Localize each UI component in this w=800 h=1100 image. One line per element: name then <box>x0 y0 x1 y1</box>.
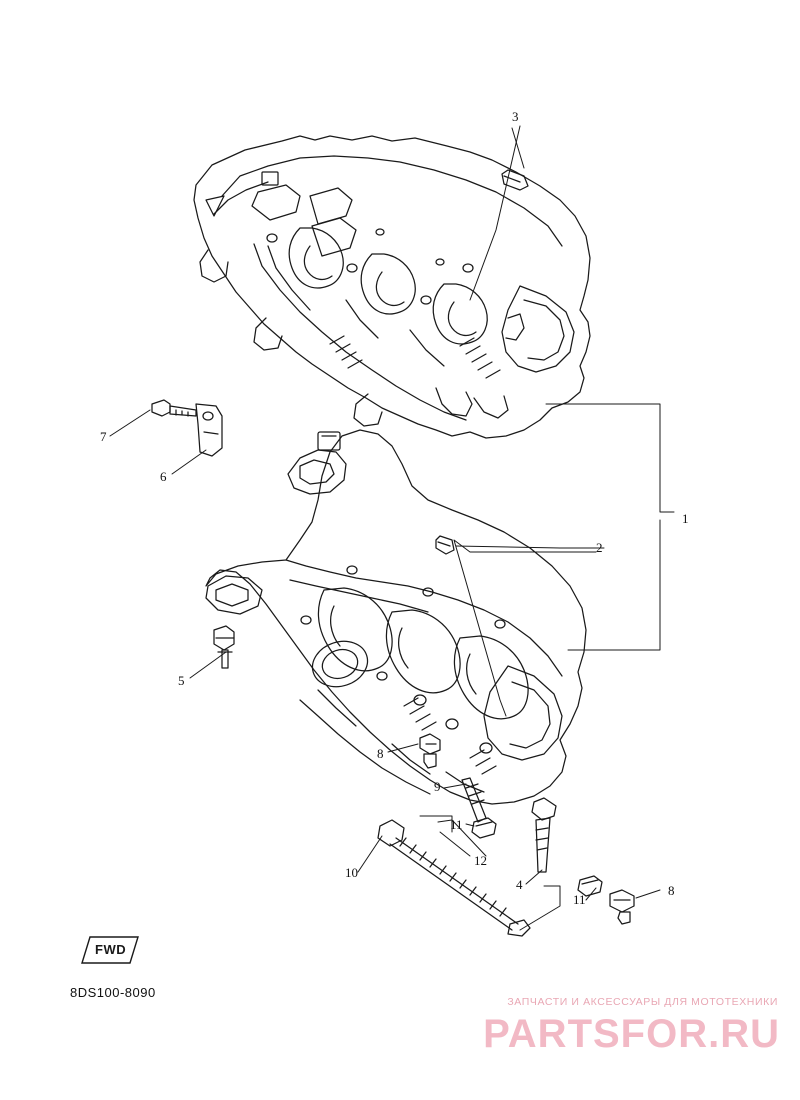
callout-6: 6 <box>160 469 167 484</box>
callout-7: 7 <box>100 429 107 444</box>
part-11a-nut <box>472 818 496 838</box>
callout-12: 12 <box>474 853 487 868</box>
callout-8-lower: 8 <box>668 883 675 898</box>
callout-8-upper: 8 <box>377 746 384 761</box>
upper-crankcase-body <box>194 136 590 438</box>
part-8a-nozzle <box>420 734 440 768</box>
callout-1: 1 <box>682 511 689 526</box>
part-4-long-bolt <box>532 798 556 872</box>
part-6-bracket <box>196 404 222 456</box>
leader-lines <box>110 126 674 930</box>
part-8b-nozzle <box>610 890 634 924</box>
watermark-tagline: ЗАПЧАСТИ И АКСЕССУАРЫ ДЛЯ МОТОТЕХНИКИ <box>507 996 778 1008</box>
callout-10: 10 <box>345 865 358 880</box>
callout-5: 5 <box>178 673 185 688</box>
part-7-bolt <box>152 400 196 416</box>
callout-11-upper: 11 <box>450 817 463 832</box>
callout-3: 3 <box>512 109 519 124</box>
part-10-12-hose <box>378 817 530 936</box>
callout-2: 2 <box>596 540 603 555</box>
callout-11-lower: 11 <box>573 892 586 907</box>
watermark-logo: PARTSFOR.RU <box>483 1012 780 1056</box>
lower-crankcase-body <box>206 430 586 804</box>
part-5-fitting <box>214 626 234 668</box>
part-2-dowel <box>436 536 454 554</box>
callout-9: 9 <box>434 779 441 794</box>
fwd-label: FWD <box>95 942 127 957</box>
part-code: 8DS100-8090 <box>70 985 156 1000</box>
callout-4: 4 <box>516 877 523 892</box>
